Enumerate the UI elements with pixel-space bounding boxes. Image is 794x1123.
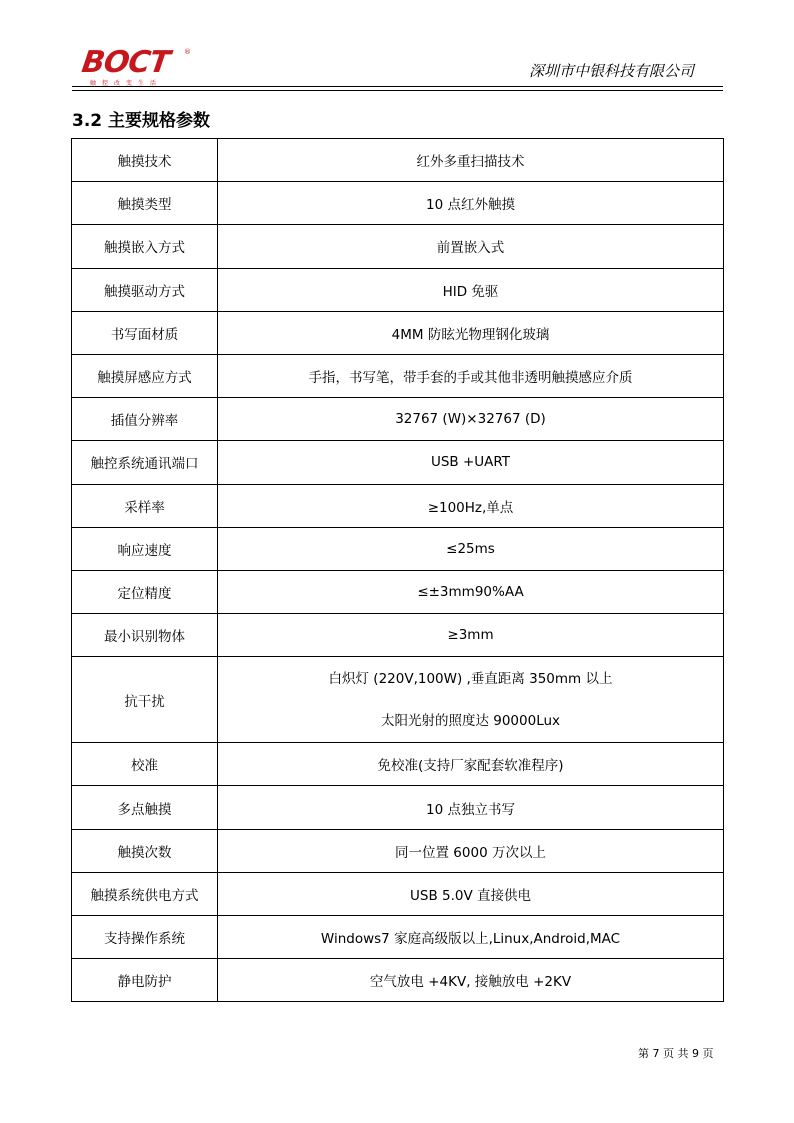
table-row [72,614,724,657]
header-rule-thick [72,86,723,87]
spec-value: 手指，书写笔，带手套的手或其他非透明触摸感应介质 [218,354,724,397]
table-row [72,354,724,397]
table-row [72,182,724,225]
spec-value: 免校准(支持厂家配套软准程序) [218,743,724,786]
spec-label: 响应速度 [72,527,218,570]
section-title: 3.2 主要规格参数 [72,111,211,131]
table-row [72,527,724,570]
table-row [72,225,724,268]
spec-value: 空气放电 +4KV, 接触放电 +2KV [218,959,724,1002]
table-row [72,570,724,613]
logo-registered-mark: ® [184,48,191,56]
spec-label: 抗干扰 [72,657,218,743]
table-row [72,441,724,484]
spec-label: 静电防护 [72,959,218,1002]
spec-value: 红外多重扫描技术 [218,139,724,182]
spec-label: 触摸类型 [72,182,218,225]
spec-label: 触摸驱动方式 [72,268,218,311]
spec-value: USB 5.0V 直接供电 [218,872,724,915]
spec-label: 多点触摸 [72,786,218,829]
page-number: 第 7 页 共 9 页 [638,1047,714,1060]
table-row [72,916,724,959]
spec-value: 4MM 防眩光物理钢化玻璃 [218,311,724,354]
header-rule-thin [72,90,723,91]
spec-value: 同一位置 6000 万次以上 [218,829,724,872]
spec-label: 触摸系统供电方式 [72,872,218,915]
spec-value: USB +UART [218,441,724,484]
spec-label: 书写面材质 [72,311,218,354]
spec-value-line: 太阳光射的照度达 90000Lux [380,712,561,729]
spec-value: ≤±3mm90%AA [218,570,724,613]
table-row [72,139,724,182]
spec-label: 触摸技术 [72,139,218,182]
spec-label: 校准 [72,743,218,786]
spec-label: 最小识别物体 [72,614,218,657]
table-row [72,959,724,1002]
spec-value: ≤25ms [218,527,724,570]
table-row [72,829,724,872]
table-row [72,398,724,441]
spec-value: 32767 (W)×32767 (D) [218,398,724,441]
table-row [72,872,724,915]
spec-value: ≥100Hz,单点 [218,484,724,527]
spec-label: 插值分辨率 [72,398,218,441]
spec-label: 触控系统通讯端口 [72,441,218,484]
spec-value [218,657,724,743]
table-row [72,786,724,829]
logo-text: BOCT [79,45,172,80]
spec-value: 10 点独立书写 [218,786,724,829]
spec-value-line: 白炽灯 (220V,100W) ,垂直距离 350mm 以上 [328,670,613,687]
table-row [72,743,724,786]
spec-label: 支持操作系统 [72,916,218,959]
logo-tagline: 触控改变生活 [90,80,163,87]
table-row [72,657,724,743]
spec-label: 触摸嵌入方式 [72,225,218,268]
spec-label: 触摸屏感应方式 [72,354,218,397]
spec-label: 触摸次数 [72,829,218,872]
table-row [72,311,724,354]
spec-label: 采样率 [72,484,218,527]
spec-value: Windows7 家庭高级版以上,Linux,Android,MAC [218,916,724,959]
table-row [72,484,724,527]
company-name: 深圳市中银科技有限公司 [528,62,694,80]
spec-value: HID 免驱 [218,268,724,311]
spec-value: 10 点红外触摸 [218,182,724,225]
spec-label: 定位精度 [72,570,218,613]
spec-value: ≥3mm [218,614,724,657]
spec-value: 前置嵌入式 [218,225,724,268]
spec-table [71,138,724,1002]
table-row [72,268,724,311]
brand-logo [79,45,191,88]
